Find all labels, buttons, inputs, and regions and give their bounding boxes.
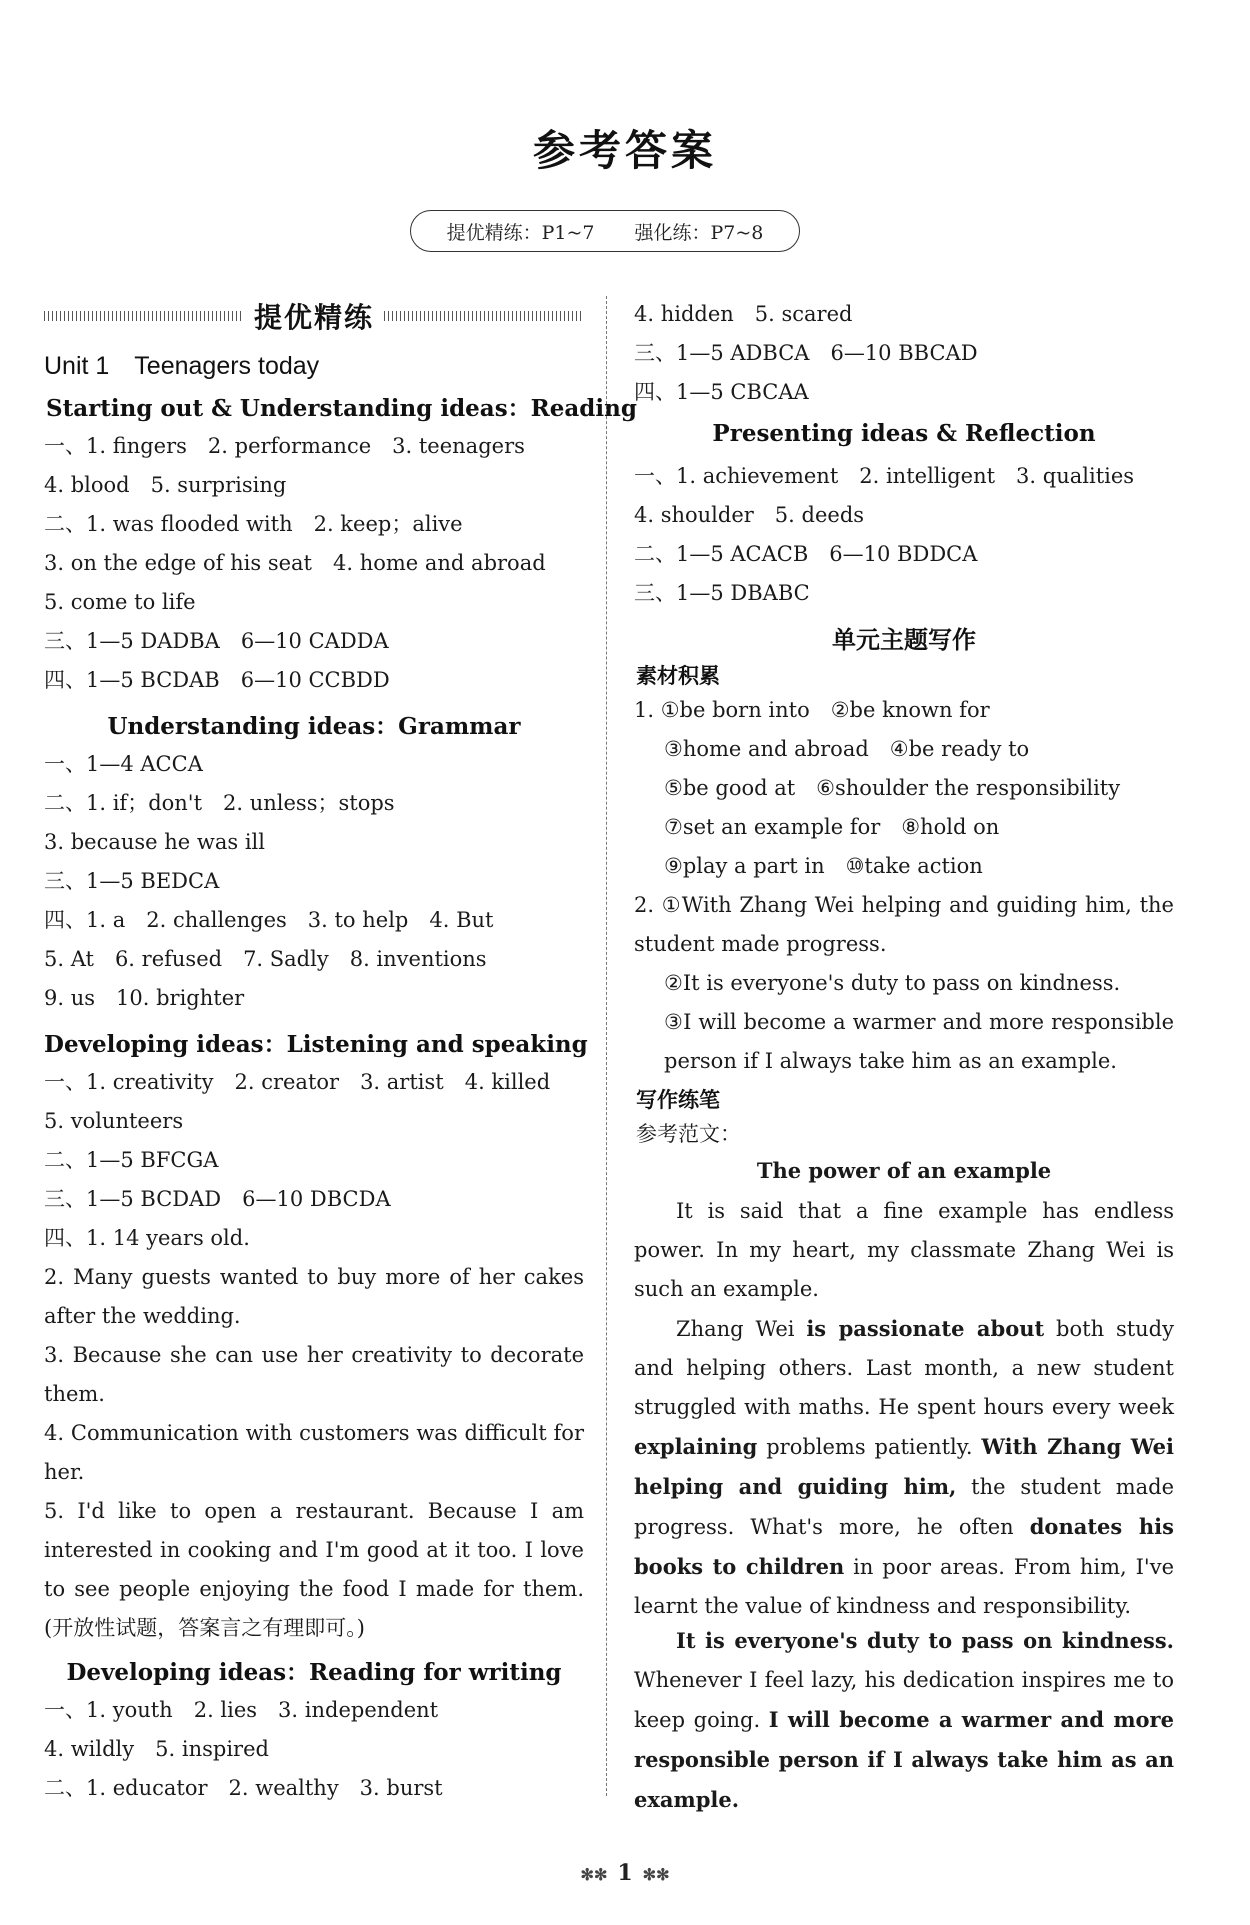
heading-reading-writing: Developing ideas：Reading for writing [66,1659,562,1686]
answer-line: ⑤be good at ⑥shoulder the responsibility [664,776,1121,800]
banner-title: 提优精练 [254,301,375,334]
essay-phrase: donates his books to children [634,1514,1174,1579]
answer-line: 二、1. was flooded with 2. keep；alive [44,512,463,536]
essay-text: both study and helping others. Last month, a new student struggled with maths. He spent hours every week [634,1317,1174,1419]
essay-paragraph-3 [634,1621,1174,1820]
answer-line: 一、1. fingers 2. performance 3. teenagers [44,434,525,458]
answer-line: 四、1. 14 years old. [44,1226,250,1250]
answer-line: 二、1. educator 2. wealthy 3. burst [44,1776,443,1800]
page-number: 1 [617,1860,633,1886]
answer-line: ⑨play a part in ⑩take action [664,854,983,878]
essay-phrase: With Zhang Wei helping and guiding him, [634,1434,1174,1499]
essay-text: Whenever I feel lazy, his dedication inspires me to keep going. [634,1668,1174,1732]
section-banner [44,296,584,336]
answer-line: 4. blood 5. surprising [44,473,287,497]
answer-paragraph: 2. ①With Zhang Wei helping and guiding him, the student made progress. [634,893,1174,956]
subheading-material: 素材积累 [636,664,720,688]
essay-text: problems patiently. [757,1435,982,1459]
answer-line: ⑦set an example for ⑧hold on [664,815,1000,839]
banner-rule-left [44,311,244,321]
essay-paragraph-2 [634,1309,1174,1626]
answer-line: 5. At 6. refused 7. Sadly 8. inventions [44,947,487,971]
subheading-practice: 写作练笔 [636,1088,720,1112]
answer-line: 4. wildly 5. inspired [44,1737,269,1761]
answer-paragraph: 4. Communication with customers was difficult for her. [44,1421,584,1484]
answer-paragraph: ②It is everyone's duty to pass on kindness. [664,971,1121,995]
answer-line: ③home and abroad ④be ready to [664,737,1030,761]
answer-line: 四、1—5 BCDAB 6—10 CCBDD [44,668,390,692]
footer-ornament-icon: ✻✻ [580,1865,608,1884]
answer-line: 9. us 10. brighter [44,986,245,1010]
answer-line: 三、1—5 DADBA 6—10 CADDA [44,629,389,653]
answer-paragraph: 5. I'd like to open a restaurant. Because I am interested in cooking and I'm good at it too. I love to see people enjoying the food I made for them.(开放性试题，答案言之有理即可。) [44,1499,584,1640]
range-qianghua: 强化练：P7~8 [634,221,764,244]
answer-line: 1. ①be born into ②be known for [634,698,990,722]
page-range-box [410,210,800,252]
essay-title: The power of an example [756,1158,1052,1183]
answer-line: 一、1. achievement 2. intelligent 3. qualities [634,464,1135,488]
answer-paragraph: 3. Because she can use her creativity to decorate them. [44,1343,584,1406]
answer-line: 3. because he was ill [44,830,265,854]
heading-grammar: Understanding ideas：Grammar [107,713,521,740]
answer-line: 四、1. a 2. challenges 3. to help 4. But [44,908,494,932]
answer-line: 4. shoulder 5. deeds [634,503,865,527]
reference-label: 参考范文： [636,1122,741,1146]
answer-line: 三、1—5 ADBCA 6—10 BBCAD [634,341,978,365]
answer-line: 二、1. if；don't 2. unless；stops [44,791,395,815]
footer-ornament-icon: ✻✻ [642,1865,670,1884]
banner-rule-right [384,311,584,321]
answer-line: 二、1—5 ACACB 6—10 BDDCA [634,542,978,566]
heading-reading: Starting out & Understanding ideas：Reading [46,395,637,422]
answer-paragraph: 2. Many guests wanted to buy more of her cakes after the wedding. [44,1265,584,1328]
answer-line: 4. hidden 5. scared [634,302,853,326]
essay-phrase: It is everyone's duty to pass on kindness. [676,1628,1174,1653]
heading-presenting: Presenting ideas & Reflection [712,420,1096,447]
page-footer [0,1860,1250,1886]
answer-line: 一、1. youth 2. lies 3. independent [44,1698,439,1722]
essay-text: the student made progress. What's more, he often [634,1475,1175,1539]
answer-line: 一、1. creativity 2. creator 3. artist 4. killed [44,1070,551,1094]
heading-listening: Developing ideas：Listening and speaking [44,1031,588,1058]
range-tiyou: 提优精练：P1~7 [446,221,595,244]
answer-line: 3. on the edge of his seat 4. home and abroad [44,551,546,575]
answer-line: 四、1—5 CBCAA [634,380,809,404]
essay-text: in poor areas. From him, I've learnt the value of kindness and responsibility. [634,1555,1174,1618]
answer-line: 三、1—5 BEDCA [44,869,220,893]
answer-line: 5. volunteers [44,1109,184,1133]
answer-line: 三、1—5 BCDAD 6—10 DBCDA [44,1187,391,1211]
essay-phrase: explaining [634,1434,758,1459]
essay-paragraph-1: It is said that a fine example has endless power. In my heart, my classmate Zhang Wei is such an example. [634,1199,1174,1301]
answer-paragraph: ③I will become a warmer and more responsible person if I always take him as an example. [664,1010,1174,1073]
essay-text: Zhang Wei [676,1317,807,1341]
unit-title: Unit 1 Teenagers today [44,352,320,380]
essay-phrase: I will become a warmer and more responsible person if I always take him as an example. [634,1707,1174,1812]
essay-phrase: is passionate about [806,1316,1045,1341]
column-divider [606,296,607,1796]
page-title: 参考答案 [532,126,717,175]
answer-line: 一、1—4 ACCA [44,752,203,776]
answer-line: 三、1—5 DBABC [634,581,810,605]
heading-unit-writing: 单元主题写作 [832,626,976,654]
answer-line: 二、1—5 BFCGA [44,1148,219,1172]
answer-line: 5. come to life [44,590,196,614]
